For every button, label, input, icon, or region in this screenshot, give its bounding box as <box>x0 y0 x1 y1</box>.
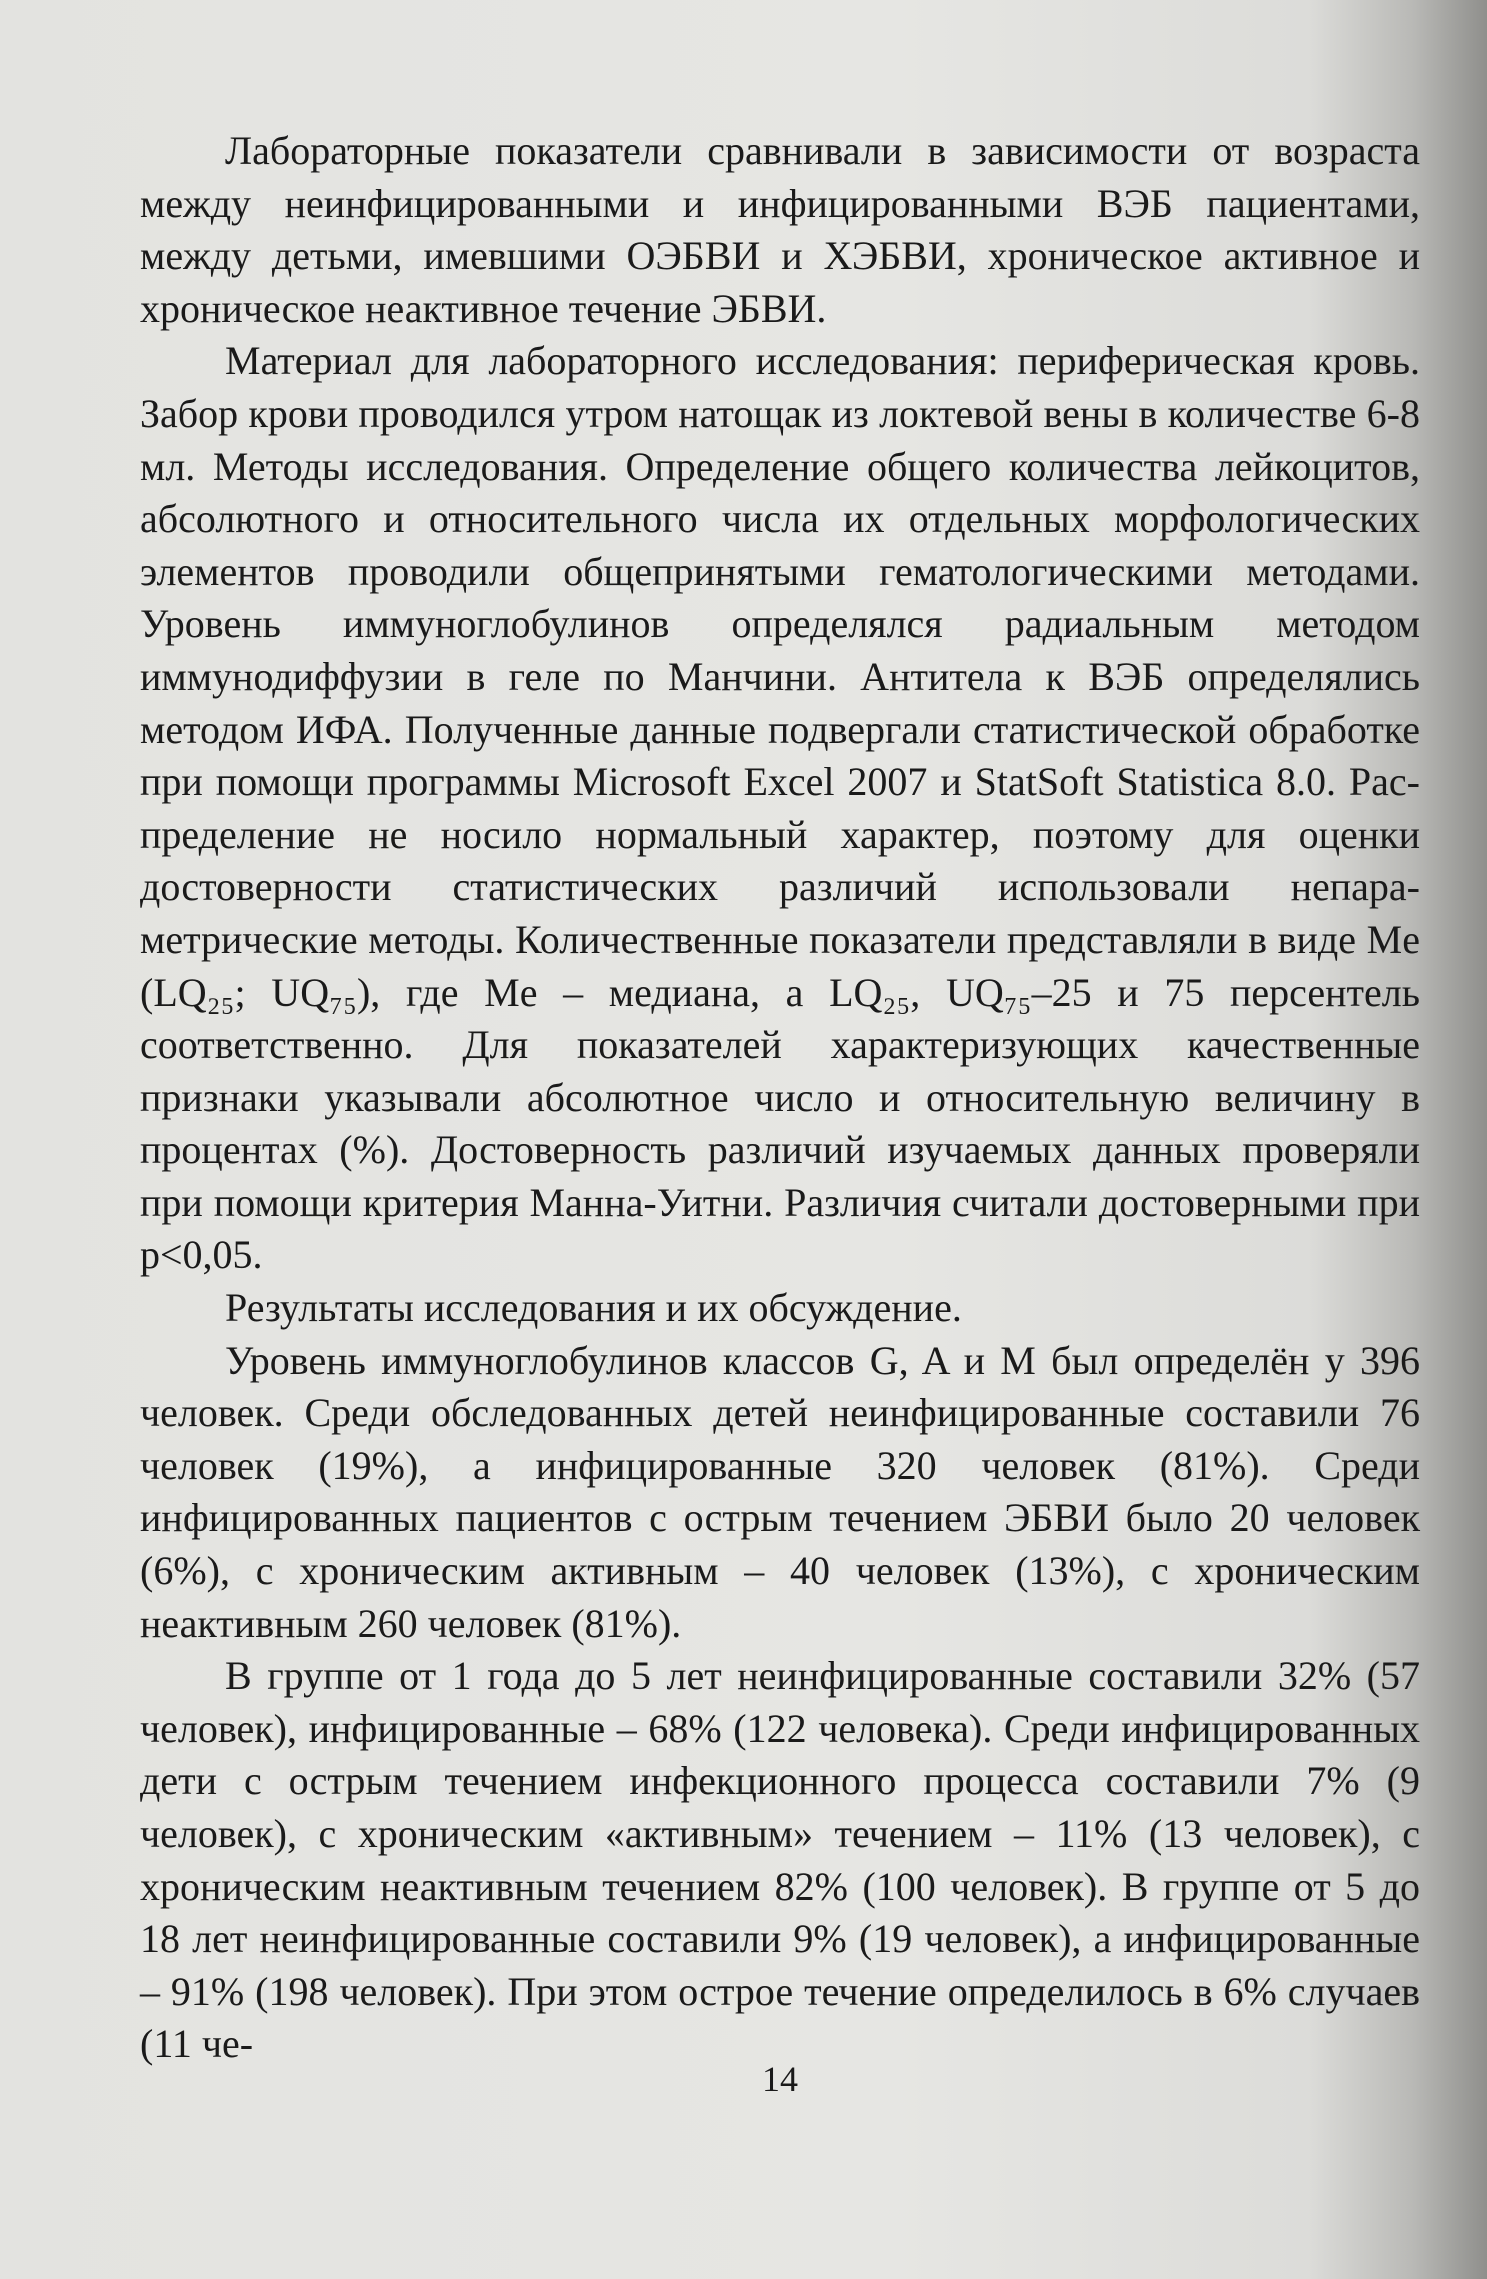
paragraph-2: Материал для лабораторного исследования: периферическая кровь. Забор крови проводился утром натощак из локтевой вены в количестве 6-8 мл. Методы исследования. Определение общего количества лейкоцитов, абсолютного и относительного числа их отдельных морфологических элементов проводили общепринятыми гематологическими методами. Уровень иммуноглобулинов определялся радиальным методом иммунодиффузии в геле по Манчини. Антитела к ВЭБ определялись методом ИФА. Полученные данные подвергали статистической обработке при помощи программы Microsoft Excel 2007 и StatSoft Statistica 8.0. Распределение не носило нормальный характер, поэтому для оценки достоверности статистических различий использовали непараметрические методы. Количественные показатели представляли в виде Me (LQ₂₅; UQ₇₅), где Me – медиана, а LQ₂₅, UQ₇₅–25 и 75 персентель соответственно. Для показателей характеризующих качественные признаки указывали абсолютное число и относительную величину в процентах (%). Достоверность различий изучаемых данных проверяли при помощи критерия Манна-Уитни. Различия считали достоверными при p<0,05. <box>140 338 1420 1278</box>
paragraph-4: Уровень иммуноглобулинов классов G, A и M был определён у 396 человек. Среди обследованных детей неинфицированные составили 76 человек (19%), а инфицированные 320 человек (81%). Среди инфицированных пациентов с острым течением ЭБВИ было 20 человек (6%), с хроническим активным – 40 человек (13%), с хроническим неактивным 260 человек (81%). <box>140 1337 1420 1646</box>
paragraph-3: Результаты исследования и их обсуждение. <box>225 1285 962 1331</box>
paragraph-5: В группе от 1 года до 5 лет неинфицированные составили 32% (57 человек), инфицированные – 68% (122 человека). Среди инфицированных дети с острым течением инфекционного процесса составили 7% (9 человек), с хроническим «активным» течением – 11% (13 человек), с хроническим неактивным течением 82% (100 человек). В группе от 5 до 18 лет неинфицированные составили 9% (19 человек), а инфицированные – 91% (198 человек). При этом острое течение определилось в 6% случаев (11 че- <box>140 1653 1420 2067</box>
page-number: 14 <box>762 2059 798 2099</box>
paragraph-1: Лабораторные показатели сравнивали в зависимости от возраста между неинфицированными и инфицированными ВЭБ пациентами, между детьми, имевшими ОЭБВИ и ХЭБВИ, хроническое активное и хроническое неактивное течение ЭБВИ. <box>140 128 1420 331</box>
body-text <box>140 125 1420 2071</box>
